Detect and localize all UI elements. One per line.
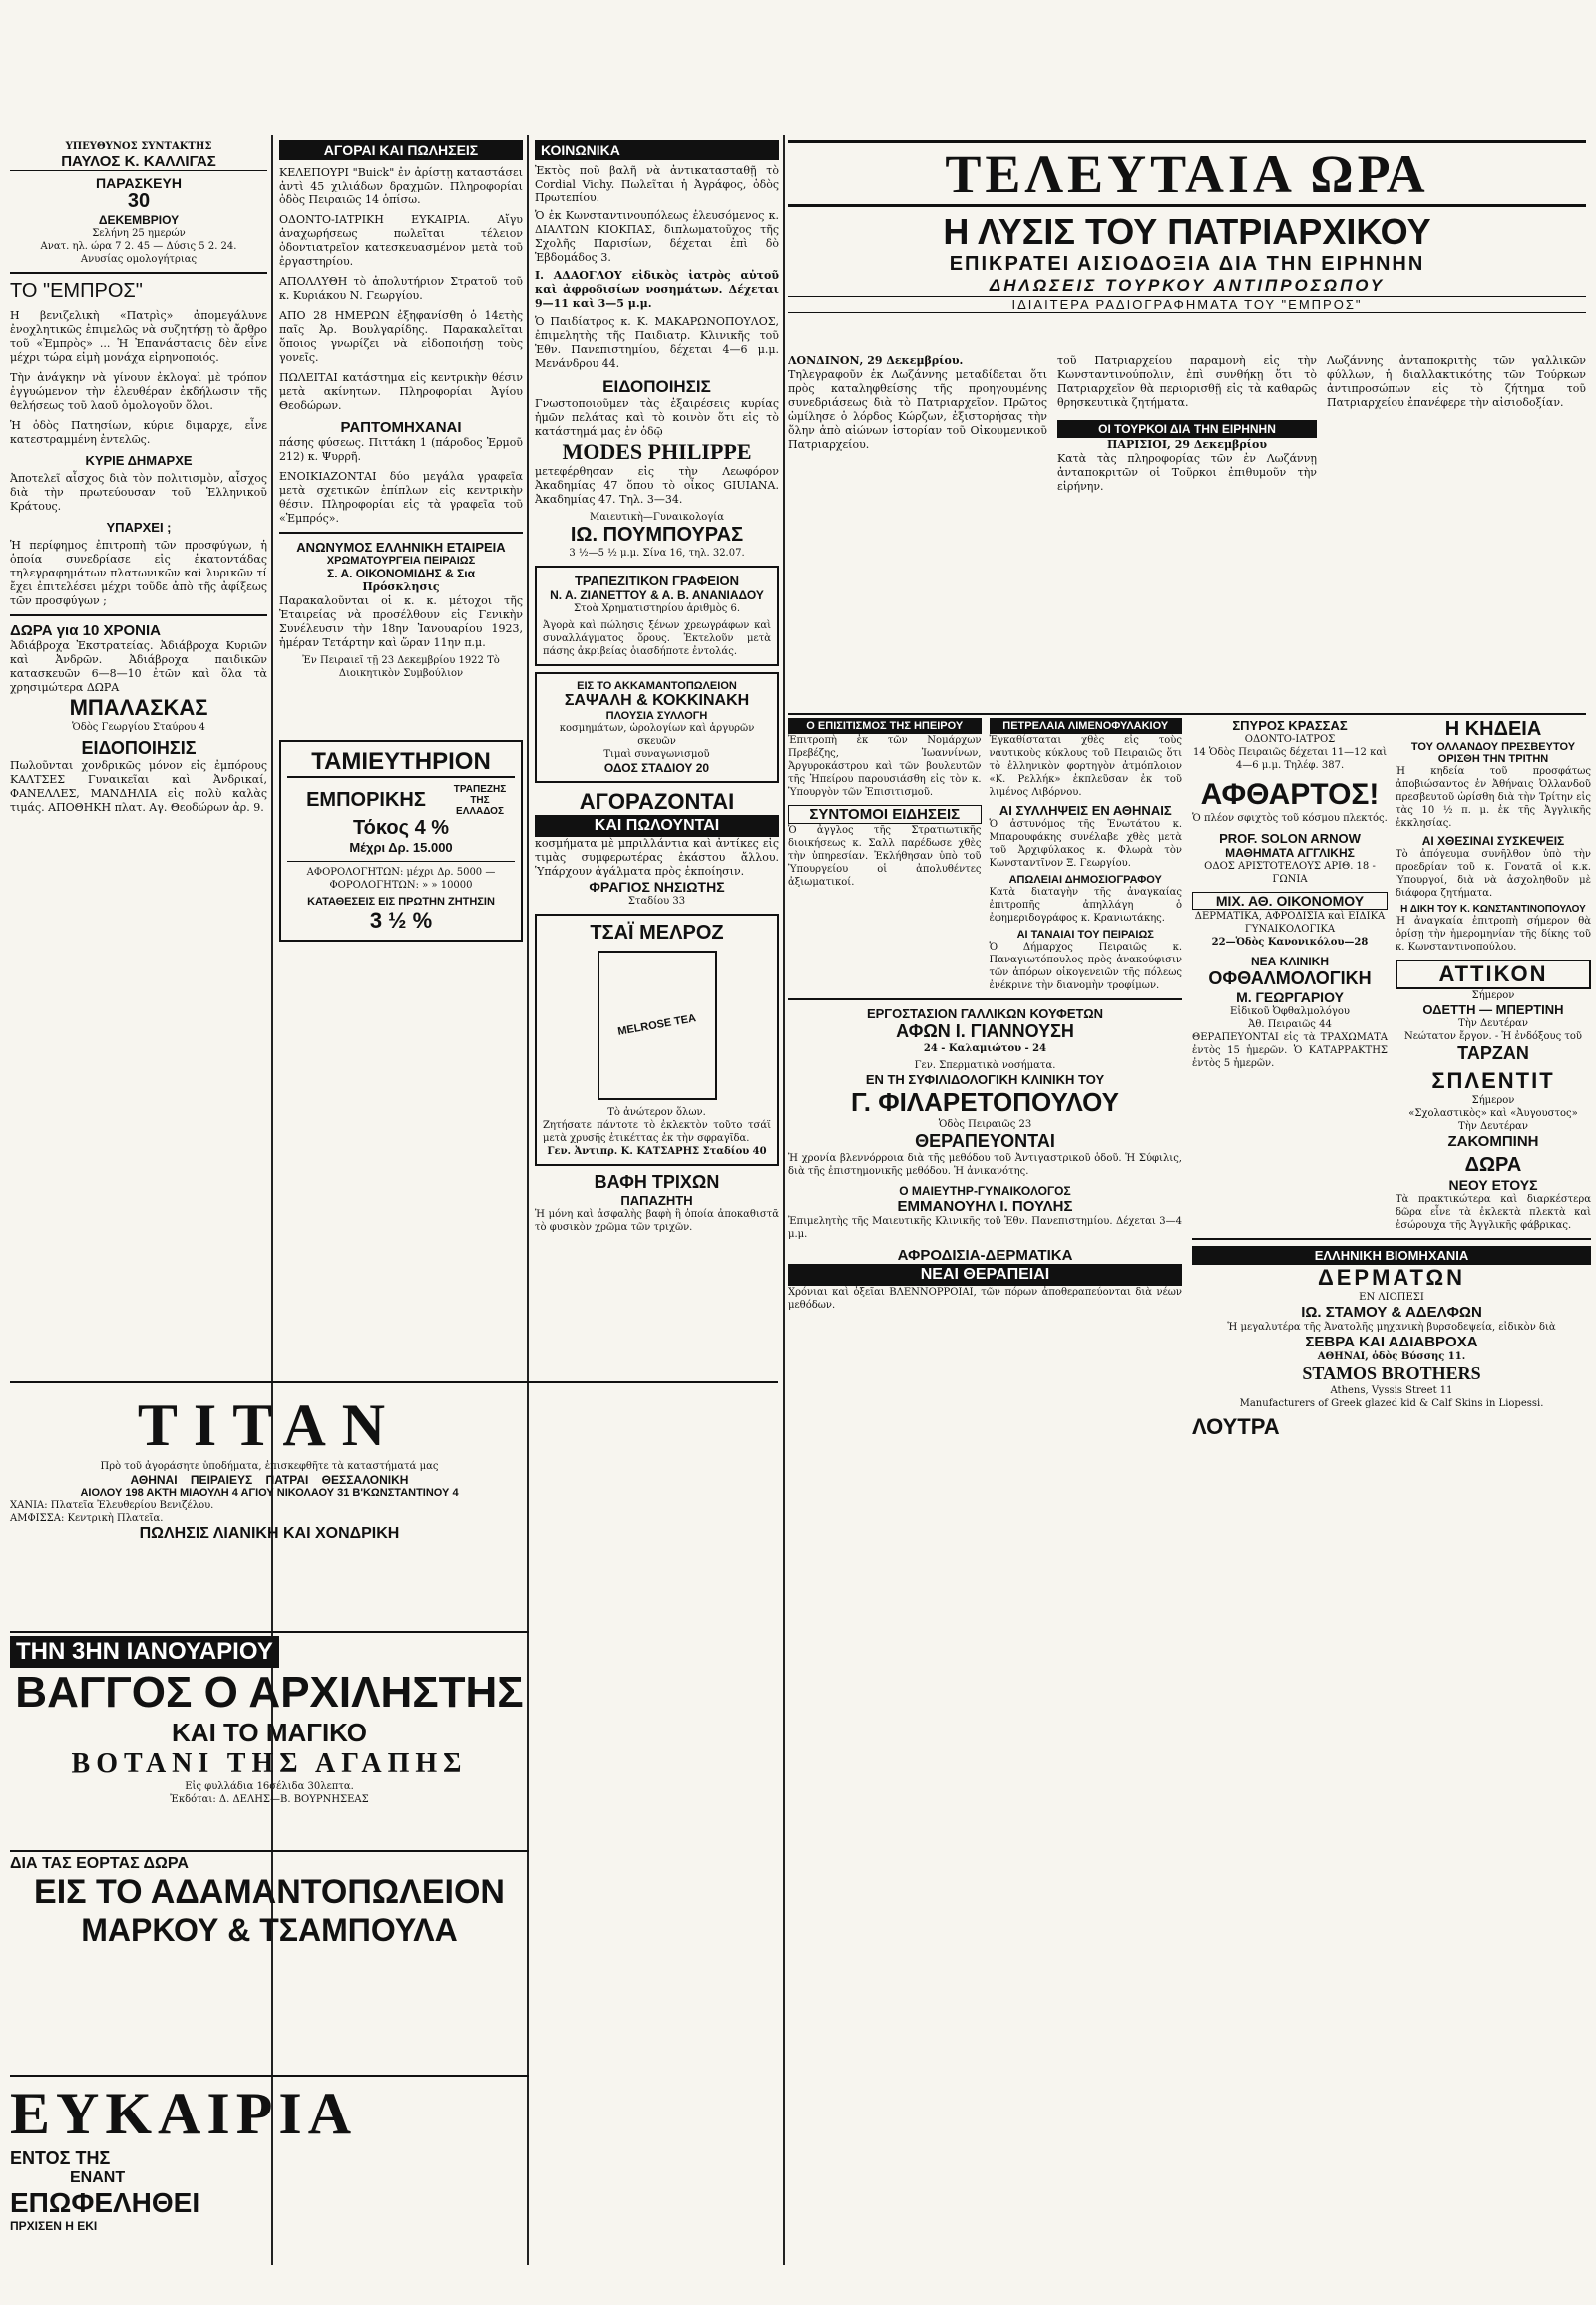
eye-clinic-address: Ἀθ. Πειραιῶς 44: [1248, 1019, 1332, 1030]
industry-text: Ἡ μεγαλυτέρα τῆς Ἀνατολῆς μηχανικὴ βυρσοδεψεία, εἰδικὸν διὰ: [1227, 1322, 1556, 1333]
meetings-heading: ΑΙ ΧΘΕΣΙΝΑΙ ΣΥΣΚΕΨΕΙΣ: [1421, 834, 1565, 848]
buying-address: Σταδίου 33: [627, 896, 686, 907]
eye-clinic-heading: ΟΦΘΑΛΜΟΛΟΓΙΚΗ: [1208, 968, 1372, 988]
subheading: ΑΠΩΛΕΙΑΙ ΔΗΜΟΣΙΟΓΡΑΦΟΥ: [1008, 874, 1162, 886]
book-publisher: Ἐκδόται: Δ. ΔΕΛΗΣ—Β. ΒΟΥΡΝΗΣΕΑΣ: [170, 1794, 369, 1805]
banner-title: ΤΕΛΕΥΤΑΙΑ ΩΡΑ: [788, 140, 1586, 207]
torn-ad-line: ΕΝΑΝΤ: [70, 2169, 126, 2186]
sun-info: Ανατ. ηλ. ώρα 7 2. 45 — Δύσις 5 2. 24.: [40, 241, 237, 252]
gift-heading: ΔΩΡΑ: [1464, 1154, 1522, 1176]
social-item: Ι. ΑΔΑΟΓΛΟΥ εἰδικὸς ἰατρὸς αὐτοῦ καὶ ἀφροδισίων νοσημάτων. Δέχεται 9—11 καὶ 3—5 μ.μ.: [535, 269, 779, 310]
last-hour-banner: [788, 140, 1586, 313]
doctor-text: Ἐπιμελητὴς τῆς Μαιευτικῆς Κλινικῆς τοῦ Ἑθν. Πανεπιστημίου. Δέχεται 3—4 μ.μ.: [788, 1216, 1182, 1240]
jewelry-pre: ΔΙΑ ΤΑΣ ΕΟΡΤΑΣ ΔΩΡΑ: [10, 1855, 189, 1872]
article-paragraph: Κατὰ τὰς πληροφορίας τῶν ἐν Λωζάννῃ ἀνταποκριτῶν οἱ Τοῦρκοι ἐπιθυμοῦν τὴν εἰρήνην.: [1057, 452, 1317, 493]
titan-cities: ΑΘΗΝΑΙ ΠΕΙΡΑΙΕΥΣ ΠΑΤΡΑΙ ΘΕΣΣΑΛΟΝΙΚΗ: [130, 1473, 409, 1487]
section-title: ΚΟΙΝΩΝΙΚΑ: [535, 140, 779, 160]
publisher-name: ΠΑΥΛΟΣ Κ. ΚΑΛΛΙΓΑΣ: [10, 153, 267, 171]
dentist-name: ΣΠΥΡΟΣ ΚΡΑΣΣΑΣ: [1232, 718, 1348, 733]
titan-amfissa: ΑΜΦΙΣΣΑ: Κεντρικὴ Πλατεῖα.: [10, 1513, 164, 1524]
bank-limit: Μέχρι Δρ. 15.000: [349, 840, 453, 855]
subheading: Ο ΕΠΙΣΙΤΙΣΜΟΣ ΤΗΣ ΗΠΕΙΡΟΥ: [788, 718, 982, 734]
social-item: Ὁ Παιδίατρος κ. Κ. ΜΑΚΑΡΩΝΟΠΟΥΛΟΣ, ἐπιμελητὴς τῆς Παιδιατρ. Κλινικῆς τοῦ Ἑθν. Πανεπιστημίου, δέχεται 4—6 μ.μ. Μενάνδρου 44.: [535, 315, 779, 370]
industry-address: ΑΘΗΝΑΙ, ὁδὸς Βύσσης 11.: [1317, 1351, 1466, 1362]
classified-ad: ΟΔΟΝΤΟ-ΙΑΤΡΙΚΗ ΕΥΚΑΙΡΙΑ. Αἴγυ ἀναχωρήσεως πωλεῖται τέλειον ὀδοντιατρεῖον κατεσκευασμένον μετὰ τοῦ ἐργαστηρίου.: [279, 213, 523, 268]
derm-doctor-name: ΜΙΧ. ΑΘ. ΟΙΚΟΝΟΜΟΥ: [1192, 892, 1388, 910]
book-subtitle: ΚΑΙ ΤΟ ΜΑΓΙΚΟ: [172, 1718, 367, 1747]
exchange-names: Ν. Α. ΖΙΑΝΕΤΤΟΥ & Α. Β. ΑΝΑΝΙΑΔΟΥ: [550, 588, 764, 602]
shop-name: ΜΠΑΛΑΣΚΑΣ: [69, 695, 208, 720]
social-item: Ἐκτὸς ποῦ βαλῆ νὰ ἀντικατασταθῇ τὸ Cordial Vichy. Πωλεῖται ἡ Ἀγράφος, ὁδὸς Πρωτεπίου.: [535, 164, 779, 204]
funeral-text: Ἡ κηδεία τοῦ προσφάτως ἀποβιώσαντος ἐν Ἀθήναις Ὀλλανδοῦ πρεσβευτοῦ ὡρίσθη διὰ τὴν Τρίτην εἰς τὰς 10 ½ π. μ. ἐκ τῆς Ἀγγλικῆς ἐκκλησίας.: [1396, 766, 1591, 829]
baths-heading: ΛΟΥΤΡΑ: [1192, 1414, 1280, 1439]
industry-owner: ΙΩ. ΣΤΑΜΟΥ & ΑΔΕΛΦΩΝ: [1301, 1304, 1482, 1321]
weekday: ΠΑΡΑΣΚΕΥΗ: [96, 175, 182, 191]
company-text: Παρακαλοῦνται οἱ κ. κ. μέτοχοι τῆς Ἐταιρείας νὰ προσέλθουν εἰς Γενικὴν Συνέλευσιν τὴν 18ην Ἰανουαρίου 1923, ἡμέραν Τετάρτην καὶ ὥραν 11ην π.μ.: [279, 594, 523, 649]
dateline: ΠΑΡΙΣΙΟΙ, 29 Δεκεμβρίου: [1107, 438, 1267, 451]
bank-terms: ΑΦΟΡΟΛΟΓΗΤΩΝ: μέχρι Δρ. 5000 — ΦΟΡΟΛΟΓΗΤΩΝ: » » 10000: [287, 861, 515, 892]
tea-tin-image: [598, 951, 717, 1100]
column-2: [279, 140, 523, 1386]
derm-doctor-address: 22—Ὁδὸς Κανονικόλου—28: [1211, 937, 1369, 948]
date-number: 30: [127, 191, 151, 212]
theatre-day: Σήμερον: [1471, 1095, 1515, 1106]
theatre-show: ΟΔΕΤΤΗ — ΜΠΕΡΤΙΝΗ: [1422, 1002, 1564, 1017]
exchange-heading: ΤΡΑΠΕΖΙΤΙΚΟΝ ΓΡΑΦΕΙΟΝ: [574, 574, 740, 588]
funeral-heading: Η ΚΗΔΕΙΑ: [1444, 718, 1542, 740]
jewelry-heading: ΕΙΣ ΤΟ ΑΚΚΑΜΑΝΤΟΠΩΛΕΙΟΝ: [577, 680, 737, 692]
divider: [10, 272, 267, 274]
buying-name: ΦΡΑΓΙΟΣ ΝΗΣΙΩΤΗΣ: [589, 879, 725, 895]
column-rule: [783, 135, 785, 2265]
tea-brand: MELROSE TEA: [616, 1012, 697, 1038]
book-date: ΤΗΝ 3ΗΝ ΙΑΝΟΥΑΡΙΟΥ: [10, 1636, 279, 1668]
derm-subheading: ΝΕΑΙ ΘΕΡΑΠΕΙΑΙ: [788, 1264, 1182, 1286]
publisher-line: ΥΠΕΥΘΥΝΟΣ ΣΥΝΤΑΚΤΗΣ: [65, 141, 212, 152]
notice-heading: ΕΙΔΟΠΟΙΗΣΙΣ: [602, 377, 711, 396]
torn-ad-line: ΕΠΩΦΕΛΗΘΕΙ: [10, 2187, 200, 2218]
gift-subheading: ΝΕΟΥ ΕΤΟΥΣ: [1448, 1177, 1538, 1193]
doctor-name: ΙΩ. ΠΟΥΜΠΟΥΡΑΣ: [570, 524, 744, 546]
article-paragraph: Κατὰ διαταγὴν τῆς ἀναγκαίας ἐπιτροπῆς ἀπηλλάγη ὁ ἐφημεριδογράφος κ. Κρανιωτάκης.: [989, 887, 1182, 924]
clinic-subheading: ΘΕΡΑΠΕΥΟΝΤΑΙ: [915, 1131, 1055, 1151]
article-paragraph: Η βενιζελικὴ «Πατρὶς» ἀπομεγάλυνε ἐνοχλητικῶς ἐπιμελῶς νὰ συζητήσῃ τὸ ἄρθρο τοῦ «Ἐμπρὸς» ... Ἡ Ἐπανάστασις δὲν εἶνε μέχρι τώρα εἰμὴ μονάχα εἰρηνοποιός.: [10, 309, 267, 364]
article-paragraph: Ὁ ἀστυνόμος τῆς Ἑνωτάτου κ. Μπαρουφάκης συνέλαβε χθὲς μετὰ τοῦ Ἀρχιφύλακος κ. Φλωρὰ τὸν Κωνσταντῖνον Ξ. Γεωργίου.: [989, 819, 1182, 869]
divider: [10, 1631, 529, 1633]
divider: [10, 614, 267, 616]
jewelry-name: ΣΑΨΑΛΗ & ΚΟΚΚΙΝΑΚΗ: [564, 692, 750, 709]
eye-clinic-text: ΘΕΡΑΠΕΥΟΝΤΑΙ εἰς τὰ ΤΡΑΧΩΜΑΤΑ ἐντὸς 15 ἡμερῶν. Ὁ ΚΑΤΑΡΡΑΚΤΗΣ ἐντὸς 5 ἡμερῶν.: [1192, 1032, 1388, 1069]
dentist-address: 14 Ὁδὸς Πειραιῶς δέχεται 11—12 καὶ 4—6 μ.μ. Τηλέφ. 387.: [1192, 747, 1387, 771]
subheading: ΟΙ ΤΟΥΡΚΟΙ ΔΙΑ ΤΗΝ ΕΙΡΗΝΗΝ: [1057, 420, 1317, 438]
jewelry-heading: ΕΙΣ ΤΟ ΑΔΑΜΑΝΤΟΠΩΛΕΙΟΝ: [34, 1873, 505, 1911]
titan-text: Πρὸ τοῦ ἀγοράσητε ὑποδήματα, ἐπισκεφθῆτε τὰ καταστήματά μας: [100, 1461, 439, 1472]
tea-dealer: Γεν. Ἀντιπρ. Κ. ΚΑΤΣΑΡΗΣ Σταδίου 40: [547, 1146, 767, 1157]
dateline: ΛΟΝΔΙΝΟΝ, 29 Δεκεμβρίου.: [788, 354, 964, 367]
lower-right-block: [1192, 718, 1591, 2265]
divider: [10, 2075, 529, 2077]
titan-addresses: ΑΙΟΛΟΥ 198 ΑΚΤΗ ΜΙΑΟΥΛΗ 4 ΑΓΙΟΥ ΝΙΚΟΛΑΟΥ 31 Β'ΚΩΝΣΤΑΝΤΙΝΟΥ 4: [80, 1487, 459, 1499]
company-heading: ΑΝΩΝΥΜΟΣ ΕΛΛΗΝΙΚΗ ΕΤΑΙΡΕΙΑ: [296, 540, 506, 555]
article-paragraph: Ἡ περίφημος ἐπιτροπὴ τῶν προσφύγων, ἡ ὁποία συνεδρίασε εἰς ἑκατοντάδας τηλεγραφημάτων πλατωνικῶν καὶ λυρικῶν τί ἔχει ἐπιτελέσει μέχρι τοῦδε ἀπὸ τῆς ἀφίξεως τῶν προσφύγων ;: [10, 539, 267, 607]
article-paragraph: Ἐγκαθίσταται χθὲς εἰς τοὺς ναυτικοὺς κύκλους τοῦ Πειραιῶς ὅτι τὸ ἑλληνικὸν φορτηγὸν ἀτμόπλοιον «Κ. Ρελλήκ» ἐκπλεῦσαν ἐκ τοῦ λιμένος Λιβόρνου.: [989, 735, 1182, 798]
funeral-subheading: ΟΡΙΣΘΗ ΤΗΝ ΤΡΙΤΗΝ: [1437, 753, 1549, 765]
theatre-show: «Σχολαστικὸς» καὶ «Ἀυγουστος»: [1408, 1108, 1578, 1119]
subheading: ΑΙ ΤΑΝΑΙΑΙ ΤΟΥ ΠΕΙΡΑΙΩΣ: [1016, 929, 1154, 941]
titan-ad: [10, 1391, 529, 1543]
torn-ad-line: ΠΡΧΙΣΕΝ Η ΕΚΙ: [10, 2219, 98, 2233]
bank-heading: ΤΑΜΙΕΥΤΗΡΙΟΝ: [287, 748, 515, 778]
torn-ad-line: ΕΝΤΟΣ ΤΗΣ: [10, 2148, 111, 2168]
article-paragraph: Λωζάννης ἀνταποκριτὴς τῶν γαλλικῶν φύλλων, ἡ διαλλακτικότης τῶν Τούρκων ἀντιπροσώπων εἰς τὸ ζήτημα τοῦ Πατριαρχείου ἐπανέφερε τὴν αἰσιοδοξίαν.: [1327, 354, 1586, 409]
industry-address-en: Athens, Vyssis Street 11: [1330, 1385, 1453, 1396]
titan-chania: ΧΑΝΙΑ: Πλατεῖα Ἐλευθερίου Βενιζέλου.: [10, 1500, 214, 1511]
jewelry-note: Τιμαὶ συναγωνισμοῦ: [603, 749, 710, 760]
trial-text: Ἡ ἀναγκαία ἐπιτροπὴ σήμερον θὰ ὁρίσῃ τὴν ἡμερομηνίαν τῆς δίκης τοῦ κ. Κωνσταντινοπούλου.: [1396, 916, 1591, 953]
theatre-name: ΣΠΛΕΝΤΙΤ: [1431, 1068, 1555, 1093]
buying-text: κοσμήματα μὲ μπριλλάντια καὶ ἀντίκες εἰς τιμὰς συμφερωτέρας ἑκάστου ἄλλου. Ὑπάρχουν ἀγάλματα πρὸς ἐκποίησιν.: [535, 837, 779, 878]
company-signature: Ἐν Πειραιεῖ τῇ 23 Δεκεμβρίου 1922 Τὸ Διοικητικὸν Συμβούλιον: [302, 655, 500, 679]
gifts-text: Ἀδιάβροχα Ἐκστρατείας. Ἀδιάβροχα Κυριῶν καὶ Ἀνδρῶν. Ἀδιάβροχα παιδικῶν κατασκευῶν 6—8—10 ἐτῶν καὶ ὅλα τὰ χρησιμώτερα ΔΩΡΑ: [10, 639, 267, 694]
derm-doctor-specialty: ΔΕΡΜΑΤΙΚΑ, ΑΦΡΟΔΙΣΙΑ καὶ ΕΙΔΙΚΑ ΓΥΝΑΙΚΟΛΟΓΙΚΑ: [1194, 911, 1386, 935]
gifts-heading: ΔΩΡΑ για 10 ΧΡΟΝΙΑ: [10, 622, 161, 639]
clinic-heading: ΕΝ ΤΗ ΣΥΦΙΛΙΔΟΛΟΓΙΚΗ ΚΛΙΝΙΚΗ ΤΟΥ: [865, 1072, 1105, 1087]
theatre-next-text: Νεώτατον ἔργον. - Ἡ ἐνδόξους τοῦ: [1403, 1031, 1583, 1042]
jewelry-name: ΜΑΡΚΟΥ & ΤΣΑΜΠΟΥΛΑ: [81, 1912, 458, 1948]
hairdye-heading: ΒΑΦΗ ΤΡΙΧΩΝ: [594, 1172, 720, 1192]
industry-heading: ΕΛΛΗΝΙΚΗ ΒΙΟΜΗΧΑΝΙΑ: [1192, 1246, 1591, 1265]
industry-subheading: ΔΕΡΜΑΤΩΝ: [1317, 1265, 1466, 1290]
notice-text: Πωλοῦνται χονδρικῶς μόνον εἰς ἐμπόρους ΚΑΛΤΣΕΣ Γυναικεῖαι καὶ Ἀνδρικαί, ΦΑΝΕΛΛΕΣ, ΜΑΝΔΗΛΙΑ εἰς πολὺ καλὰς τιμάς. ΑΠΟΘΗΚΗ πλατ. Αγ. Θεοδώρων ἀρ. 9.: [10, 759, 267, 814]
classified-ad: ΚΕΛΕΠΟΥΡΙ "Buick" ἐν ἀρίστῃ καταστάσει ἀντὶ 45 χιλιάδων δραχμῶν. Πληροφορίαι ὁδὸς Πειραιῶς 14 ὁπίσω.: [279, 166, 523, 206]
divider: [1192, 1238, 1591, 1240]
clinic-pre: Γεν. Σπερματικὰ νοσήματα.: [914, 1060, 1056, 1071]
theatre-next-day: Τὴν Δευτέραν: [1458, 1121, 1528, 1132]
divider: [788, 998, 1182, 1000]
shop-text: μετεφέρθησαν εἰς τὴν Λεωφόρον Ἀκαδημίας 47 ὅπου τὸ οἶκος GIUIANA. Ἀκαδημίας 47. Τηλ. 3—34.: [535, 465, 779, 506]
notice-heading: ΕΙΔΟΠΟΙΗΣΙΣ: [81, 738, 197, 758]
bank-subtitle: ΤΡΑΠΕΖΗΣ ΤΗΣ ΕΛΛΑΔΟΣ: [453, 784, 507, 817]
book-subtitle: ΒΟΤΑΝΙ ΤΗΣ ΑΓΑΠΗΣ: [71, 1748, 468, 1779]
jewelry-subtitle: ΠΛΟΥΣΙΑ ΣΥΛΛΟΓΗ: [605, 710, 708, 722]
doctor-heading: Ο ΜΑΙΕΥΤΗΡ-ΓΥΝΑΙΚΟΛΟΓΟΣ: [899, 1184, 1071, 1198]
torn-ad-heading: ΕΥΚΑΙΡΙΑ: [10, 2081, 358, 2146]
eye-clinic-pre: ΝΕΑ ΚΛΙΝΙΚΗ: [1250, 955, 1329, 968]
clinic-address: Ὁδὸς Πειραιῶς 23: [938, 1119, 1032, 1130]
tea-ad: [535, 914, 779, 1166]
lessons-subject: ΜΑΘΗΜΑΤΑ ΑΓΓΛΙΚΗΣ: [1225, 846, 1355, 860]
eye-clinic-title: Εἰδικοῦ Ὀφθαλμολόγου: [1230, 1006, 1350, 1017]
book-title: ΒΑΓΓΟΣ Ο ΑΡΧΙΛΗΣΤΗΣ: [15, 1668, 524, 1717]
torn-bank-ad: [10, 2080, 449, 2233]
industry-location: ΕΝ ΛΙΟΠΕΣΙ: [1359, 1292, 1424, 1303]
article-paragraph: Ἡ ὁδὸς Πατησίων, κύριε διμαρχε, εἶνε κατεστραμμένη ἐντελῶς.: [10, 419, 267, 446]
tea-text: Ζητήσατε πάντοτε τὸ ἐκλεκτὸν τοῦτο τσάϊ μετὰ χρυσῆς ἐτικέττας ἐκ τὴν σφραγῖδα.: [543, 1120, 771, 1144]
bank-name: ΕΜΠΟΡΙΚΗΣ: [306, 789, 426, 811]
article-paragraph: Τὴν ἀνάγκην νὰ γίνουν ἐκλογαὶ μὲ τρόπον ἐγγυώμενον τὴν ἐλευθέραν ἐκδήλωσιν τῆς θελήσεως τοῦ λαοῦ ὁμολογοῦν ὅλοι.: [10, 371, 267, 412]
derm-text: Χρόνιαι καὶ ὀξεῖαι ΒΛΕΝΝΟΡΡΟΙΑΙ, τῶν πόρων ἀποθεραπεύονται διὰ νέων μεθόδων.: [788, 1287, 1182, 1311]
ad-heading: ΡΑΠΤΟΜΗΧΑΝΑΙ: [340, 419, 462, 436]
banner-subhead: ΙΔΙΑΙΤΕΡΑ ΡΑΔΙΟΓΡΑΦΗΜΑΤΑ ΤΟΥ "ΕΜΠΡΟΣ": [788, 296, 1586, 313]
hairdye-text: Ἡ μόνη καὶ ἀσφαλὴς βαφὴ ἣ ὁποία ἀποκαθιστᾶ τὸ φυσικὸν χρῶμα τῶν τριχῶν.: [535, 1209, 779, 1233]
column-3: [535, 140, 779, 2265]
tea-heading: ΤΣΑΪ ΜΕΛΡΟΖ: [590, 922, 724, 944]
jewelry-address: ΟΔΟΣ ΣΤΑΔΙΟΥ 20: [603, 761, 710, 775]
unbreakable-heading: ΑΦΘΑΡΤΟΣ!: [1200, 778, 1380, 811]
article-paragraph: Ἀποτελεῖ αἶσχος διὰ τὸν πολιτισμὸν, αἶσχος διὰ τὴν πρωτεύουσαν τοῦ Ἑλληνικοῦ Κράτους.: [10, 472, 267, 513]
classified-ad: ΕΝΟΙΚΙΑΖΟΝΤΑΙ δύο μεγάλα γραφεῖα μετὰ σχετικῶν ἐπίπλων εἰς κεντρικὴν θέσιν. Πληροφορίαι εἰς τὰ γραφεῖα τοῦ «Ἐμπρός».: [279, 470, 523, 525]
industry-text-en: Manufacturers of Greek glazed kid & Calf Skins in Liopessi.: [1239, 1398, 1544, 1409]
article-paragraph: Ὁ Δήμαρχος Πειραιῶς κ. Παναγιωτόπουλος πρὸς ἀνακούφισιν τῶν ἀπόρων οἰκογενειῶν τῆς πόλεως ἐνέκρινε τὴν διανομὴν τροφίμων.: [989, 942, 1182, 991]
company-notice: Πρόσκλησις: [362, 580, 440, 593]
jewelry-items: κοσμημάτων, ὡρολογίων καὶ ἀργυρῶν σκευῶν: [559, 723, 755, 747]
bank-deposit-rate: 3 ½ %: [369, 908, 433, 933]
shop-name: MODES PHILIPPE: [562, 439, 752, 464]
doctor-specialty: Μαιευτικὴ—Γυναικολογία: [590, 512, 724, 523]
column-1: [10, 140, 267, 1386]
book-price: Εἰς φυλλάδια 16σέλιδα 30λεπτα.: [185, 1781, 354, 1792]
company-subheading: ΧΡΩΜΑΤΟΥΡΓΕΙΑ ΠΕΙΡΑΙΩΣ: [326, 555, 476, 567]
book-ad: [10, 1636, 529, 1806]
industry-name-en: STAMOS BROTHERS: [1302, 1363, 1481, 1383]
factory-address: 24 - Καλαμιώτου - 24: [923, 1043, 1047, 1054]
divider: [10, 1381, 778, 1383]
bank-ad: [279, 740, 523, 942]
classified-ad: πάσης φύσεως. Πιττάκη 1 (πάροδος Ἑρμοῦ 212) κ. Ψυρρῆ.: [279, 436, 523, 463]
divider: [788, 713, 1586, 715]
article-paragraph: Ἐπιτροπὴ ἐκ τῶν Νομάρχων Πρεβέζης, Ἰωαννίνων, Ἀργυροκάστρου καὶ τῶν βουλευτῶν τῆς Ἠπείρου παρουσιάσθη εἰς τὸν κ. Ὑπουργὸν τῶν Ἐπισιτισμοῦ.: [788, 735, 982, 798]
theatre-name: ΑΤΤΙΚΟΝ: [1396, 960, 1591, 989]
company-names: Σ. Α. ΟΙΚΟΝΟΜΙΔΗΣ & Σια: [327, 567, 475, 580]
subheading: ΥΠΑΡΧΕΙ ;: [106, 520, 172, 535]
titan-brand: ΤΙΤΑΝ: [137, 1392, 402, 1458]
article-paragraph: Ὁ ἀγγλος τῆς Στρατιωτικῆς διοικήσεως κ. Σαλλ παρέδωσε χθὲς τὴν ὑπηρεσίαν. Ἐκλήθησαν ὑπὸ τοῦ Ὑπουργείου οἱ ἀπολυθέντες ἀξιωματικοί.: [788, 825, 982, 888]
shop-address: Ὁδὸς Γεωργίου Σταύρου 4: [72, 722, 205, 733]
jewelry-ad: [535, 672, 779, 783]
bank-rate: Τόκος 4 %: [352, 817, 450, 839]
article-paragraph: τοῦ Πατριαρχείου παραμονὴ εἰς τὴν Κωνσταντινούπολιν, ἐπὶ συνθήκῃ ὅτι τὸ Πατριαρχεῖον θὰ περιορισθῇ εἰς τὰ καθαρῶς θρησκευτικὰ ζητήματα.: [1057, 354, 1317, 409]
banner-article: [788, 354, 1586, 708]
divider: [10, 1850, 529, 1852]
classified-ad: ΑΠΟΛΛΥΘΗ τὸ ἀπολυτήριον Στρατοῦ τοῦ κ. Κυριάκου Ν. Γεωργίου.: [279, 275, 523, 302]
dentist-title: ΟΔΟΝΤΟ-ΙΑΤΡΟΣ: [1244, 734, 1336, 745]
section-title: ΤΟ "ΕΜΠΡΟΣ": [10, 280, 143, 302]
banner-subhead: ΕΠΙΚΡΑΤΕΙ ΑΙΣΙΟΔΟΞΙΑ ΔΙΑ ΤΗΝ ΕΙΡΗΝΗΝ: [949, 253, 1425, 275]
hairdye-name: ΠΑΠΑΖΗΤΗ: [620, 1193, 693, 1208]
buying-heading: ΑΓΟΡΑΖΟΝΤΑΙ: [579, 789, 735, 814]
subheading: ΠΕΤΡΕΛΑΙΑ ΛΙΜΕΝΟΦΥΛΑΚΙΟΥ: [990, 718, 1183, 734]
doctor-hours: 3 ½—5 ½ μ.μ. Σίνα 16, τηλ. 32.07.: [569, 548, 745, 559]
eye-clinic-name: Μ. ΓΕΩΡΓΑΡΙΟΥ: [1236, 989, 1344, 1005]
funeral-subheading: ΤΟΥ ΟΛΛΑΝΔΟΥ ΠΡΕΣΒΕΥΤΟΥ: [1410, 741, 1576, 753]
banner-subhead: ΔΗΛΩΣΕΙΣ ΤΟΥΡΚΟΥ ΑΝΤΙΠΡΟΣΩΠΟΥ: [989, 276, 1386, 295]
meetings-text: Τὸ ἀπόγευμα συνῆλθον ὑπὸ τὴν προεδρίαν τοῦ κ. Γονατᾶ οἱ κ.κ. Ὑπουργοί, διὰ νὰ ἀσχοληθοῦν μὲ διάφορα ζητήματα.: [1396, 849, 1591, 899]
subheading: ΑΙ ΣΥΛΛΗΨΕΙΣ ΕΝ ΑΘΗΝΑΙΣ: [998, 803, 1172, 818]
article-paragraph: Τηλεγραφοῦν ἐκ Λωζάννης μεταδίδεται ὅτι πρὸς καταληφθείσης τῆς προηγουμένης συνεδριάσεως διὰ τὸ Πατριαρχεῖον. Πρῶτος ὡμίλησε ὁ λόρδος Κώρζων, ἐξιστορήσας τὴν ὅλην ἀπὸ αἰώνων ἱστορίαν τοῦ Οἰκουμενικοῦ Πατριαρχείου.: [788, 368, 1047, 451]
lower-middle-block: [788, 718, 1182, 2265]
factory-name: ΑΦΩΝ Ι. ΓΙΑΝΝΟΥΣΗ: [896, 1021, 1074, 1041]
doctor-name: ΕΜΜΑΝΟΥΗΛ Ι. ΠΟΥΛΗΣ: [897, 1198, 1073, 1215]
exchange-address: Στοὰ Χρηματιστηρίου ἀριθμὸς 6.: [573, 603, 741, 614]
trial-heading: Η ΔΙΚΗ ΤΟΥ Κ. ΚΩΝΣΤΑΝΤΙΝΟΠΟΥΛΟΥ: [1400, 904, 1586, 915]
theatre-day: Σήμερον: [1471, 990, 1515, 1001]
moon-info: Σελήνη 25 ημερών: [92, 228, 186, 239]
classified-ad: ΠΩΛΕΙΤΑΙ κατάστημα εἰς κεντρικὴν θέσιν μετὰ ακίνητων. Πληροφορίαι Ἀγίου Θεοδώρων.: [279, 371, 523, 412]
buying-subheading: ΚΑΙ ΠΩΛΟΥΝΤΑΙ: [535, 815, 779, 837]
theatre-next-day: Τὴν Δευτέραν: [1458, 1018, 1528, 1029]
month: ΔΕΚΕΜΒΡΙΟΥ: [98, 213, 180, 227]
exchange-ad: [535, 566, 779, 666]
factory-heading: ΕΡΓΟΣΤΑΣΙΟΝ ΓΑΛΛΙΚΩΝ ΚΟΥΦΕΤΩΝ: [866, 1006, 1104, 1021]
exchange-text: Ἀγορὰ καὶ πώλησις ξένων χρεωγράφων καὶ συναλλάγματος ὅρους. Ἐκτελοῦν μετὰ πάσης ἀκριβείας ὁιασδήποτε ἐντολάς.: [543, 620, 771, 657]
tea-caption: Τὸ ἀνώτερον ὅλων.: [607, 1107, 706, 1118]
titan-sale: ΠΩΛΗΣΙΣ ΛΙΑΝΙΚΗ ΚΑΙ ΧΟΝΔΡΙΚΗ: [139, 1525, 400, 1542]
clinic-text: Ἡ χρονία βλεννόρροια διὰ τῆς μεθόδου τοῦ Ἀντιγαστρικοῦ ὁδοῦ. Ἡ Σύφιλις, διὰ τῆς ἐπιστημονικῆς μεθόδου. Ἡ ἀνικανότης.: [788, 1153, 1182, 1177]
bank-deposit: ΚΑΤΑΘΕΣΕΙΣ ΕΙΣ ΠΡΩΤΗΝ ΖΗΤΗΣΙΝ: [307, 896, 495, 908]
saint-of-day: Ανυσίας ομολογήτριας: [80, 254, 198, 265]
banner-headline: Η ΛΥΣΙΣ ΤΟΥ ΠΑΤΡΙΑΡΧΙΚΟΥ: [943, 211, 1431, 252]
unbreakable-text: Ὁ πλέον σφιχτὸς τοῦ κόσμου πλεκτός.: [1192, 813, 1388, 824]
section-title: ΑΓΟΡΑΙ ΚΑΙ ΠΩΛΗΣΕΙΣ: [279, 140, 523, 160]
industry-product: ΣΕΒΡΑ ΚΑΙ ΑΔΙΑΒΡΟΧΑ: [1305, 1334, 1478, 1350]
derm-heading: ΑΦΡΟΔΙΣΙΑ-ΔΕΡΜΑΤΙΚΑ: [897, 1247, 1073, 1264]
lessons-address: ΟΔΟΣ ΑΡΙΣΤΟΤΕΛΟΥΣ ΑΡΙΘ. 18 - ΓΩΝΙΑ: [1204, 861, 1376, 885]
theatre-next-show: ΖΑΚΟΜΠΙΝΗ: [1447, 1133, 1539, 1150]
notice-text: Γνωστοποιοῦμεν τὰς ἐξαιρέσεις κυρίας ἡμῶν πελάτας καὶ τὸ κοινὸν ὅτι εἰς τὸ κατάστημά μας ἐν ὁδῷ: [535, 397, 779, 438]
subheading: ΚΥΡΙΕ ΔΗΜΑΡΧΕ: [85, 453, 193, 468]
divider: [279, 532, 523, 534]
theatre-next-show: ΤΑΡΖΑΝ: [1457, 1043, 1529, 1063]
clinic-name: Γ. ΦΙΛΑΡΕΤΟΠΟΥΛΟΥ: [851, 1087, 1119, 1117]
jewelry-store-ad: [10, 1855, 529, 1949]
subheading: ΣΥΝΤΟΜΟΙ ΕΙΔΗΣΕΙΣ: [788, 805, 982, 824]
lessons-name: PROF. SOLON ARNOW: [1219, 831, 1361, 846]
gift-text: Τὰ πρακτικώτερα καὶ διαρκέστερα δῶρα εἶνε τὰ ἐκλεκτὰ πλεκτὰ καὶ ἐσώρουχα τῆς Ἀγγλικῆς φάβρικας.: [1396, 1194, 1591, 1231]
classified-ad: ΑΠΟ 28 ΗΜΕΡΩΝ ἐξηφανίσθη ὁ 14ετὴς παῖς Ἀρ. Βουλγαρίδης. Παρακαλεῖται ὅποιος γνωρίζει νὰ εἰδοποιήσῃ τοὺς γονεῖς.: [279, 309, 523, 364]
social-item: Ὁ ἐκ Κωνσταντινουπόλεως ἐλευσόμενος κ. ΔΙΑΛΤΩΝ ΚΙΟΚΠΑΣ, διπλωματοῦχος τῆς Σχολῆς Παρισίων, δέχεται ἐπὶ δὸ Ἑβδομάδος 3.: [535, 209, 779, 264]
